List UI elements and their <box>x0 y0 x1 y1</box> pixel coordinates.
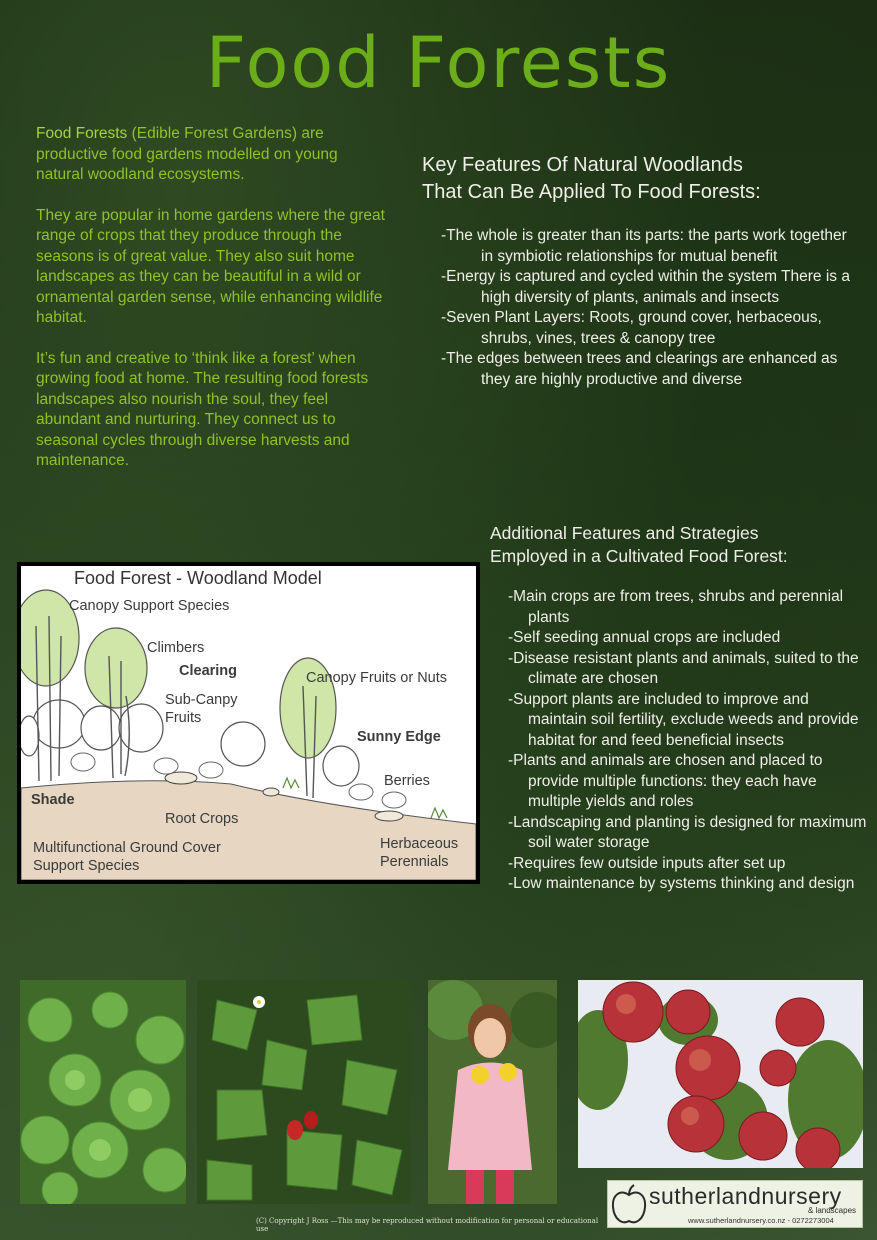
woodland-model-diagram <box>17 562 480 884</box>
label-ground-cover-line-1: Multifunctional Ground Cover <box>33 840 221 856</box>
logo-brand-a: sutherland <box>649 1183 762 1209</box>
intro-text <box>36 124 388 492</box>
list-item: -The whole is greater than its parts: the parts work together in symbiotic relationships for mutual benefit <box>441 227 847 265</box>
label-canopy-fruits: Canopy Fruits or Nuts <box>306 670 448 686</box>
label-climbers: Climbers <box>147 640 205 656</box>
key-features-heading-line-2: That Can Be Applied To Food Forests: <box>422 181 761 203</box>
list-item: -Energy is captured and cycled within the system There is a high diversity of plants, animals and insects <box>441 268 850 306</box>
list-item: -Main crops are from trees, shrubs and perennial plants <box>508 588 844 626</box>
list-item: -Requires few outside inputs after set up <box>508 854 786 872</box>
key-features-list <box>441 226 861 390</box>
label-shade: Shade <box>31 792 75 808</box>
list-item: -Disease resistant plants and animals, suited to the climate are chosen <box>508 649 859 687</box>
apples-on-tree-photo <box>578 980 863 1168</box>
key-features-heading <box>422 152 862 206</box>
miners-lettuce-photo <box>20 980 186 1204</box>
additional-features-heading-line-2: Employed in a Cultivated Food Forest: <box>490 545 788 566</box>
additional-features-heading <box>490 522 870 567</box>
list-item: -Self seeding annual crops are included <box>508 629 781 646</box>
child-with-fruit-photo <box>428 980 557 1204</box>
intro-lead: Food Forests <box>36 125 128 142</box>
intro-lead-rest: (Edible Forest Gardens) are productive food gardens modelled on young natural woodland ecosystems. <box>36 125 338 183</box>
key-features-heading-line-1: Key Features Of Natural Woodlands <box>422 154 743 176</box>
intro-paragraph-1 <box>36 124 388 186</box>
list-item: -Low maintenance by systems thinking and design <box>508 875 855 892</box>
diagram-title: Food Forest - Woodland Model <box>74 568 322 588</box>
list-item: -Support plants are included to improve and maintain soil fertility, exclude weeds and provide habitat for and feed beneficial insects <box>508 690 859 749</box>
label-ground-cover-line-2: Support Species <box>33 858 140 874</box>
logo-url: www.sutherlandnursery.co.nz - 0272273004 <box>688 1216 834 1225</box>
strawberry-plant-photo <box>197 980 411 1204</box>
label-herbaceous-line-1: Herbaceous <box>380 836 459 852</box>
intro-paragraph-3: It’s fun and creative to ‘think like a forest’ when growing food at home. The resulting food forests landscapes also nourish the soul, they feel abundant and nurturing. They connect us to seasonal cycles through diverse harvests and maintenance. <box>36 349 369 469</box>
additional-features-heading-line-1: Additional Features and Strategies <box>490 523 759 543</box>
apple-logo-icon <box>610 1183 648 1227</box>
label-sub-canopy-line-1: Sub-Canpy <box>165 692 238 708</box>
label-root-crops: Root Crops <box>165 811 239 827</box>
label-berries: Berries <box>384 773 430 789</box>
sutherland-nursery-logo <box>607 1180 863 1228</box>
label-herbaceous-line-2: Perennials <box>380 854 449 870</box>
list-item: -Landscaping and planting is designed for maximum soil water storage <box>508 813 867 851</box>
list-item: -Plants and animals are chosen and placed to provide multiple functions: they each have multiple yields and roles <box>508 752 823 810</box>
page-title: Food Forests <box>205 22 672 104</box>
list-item: -Seven Plant Layers: Roots, ground cover, herbaceous, shrubs, vines, trees & canopy tree <box>441 309 822 347</box>
logo-sub: & landscapes <box>808 1206 857 1215</box>
label-clearing: Clearing <box>179 663 238 679</box>
logo-brand-b: nursery <box>761 1183 842 1209</box>
copyright-notice: (C) Copyright J Ross —This may be reproduced without modification for personal or educational use <box>256 1217 599 1233</box>
label-canopy-support: Canopy Support Species <box>69 598 230 614</box>
additional-features-list <box>508 587 868 895</box>
label-sub-canopy-line-2: Fruits <box>165 710 202 726</box>
label-sunny-edge: Sunny Edge <box>357 729 441 745</box>
intro-paragraph-2: They are popular in home gardens where the great range of crops that they produce through the seasons is of great value. They also suit home landscapes as they can be beautiful in a wild or ornamental garden sense, while enhancing wildlife habitat. <box>36 206 385 326</box>
list-item: -The edges between trees and clearings are enhanced as they are highly productive and diverse <box>441 350 838 388</box>
